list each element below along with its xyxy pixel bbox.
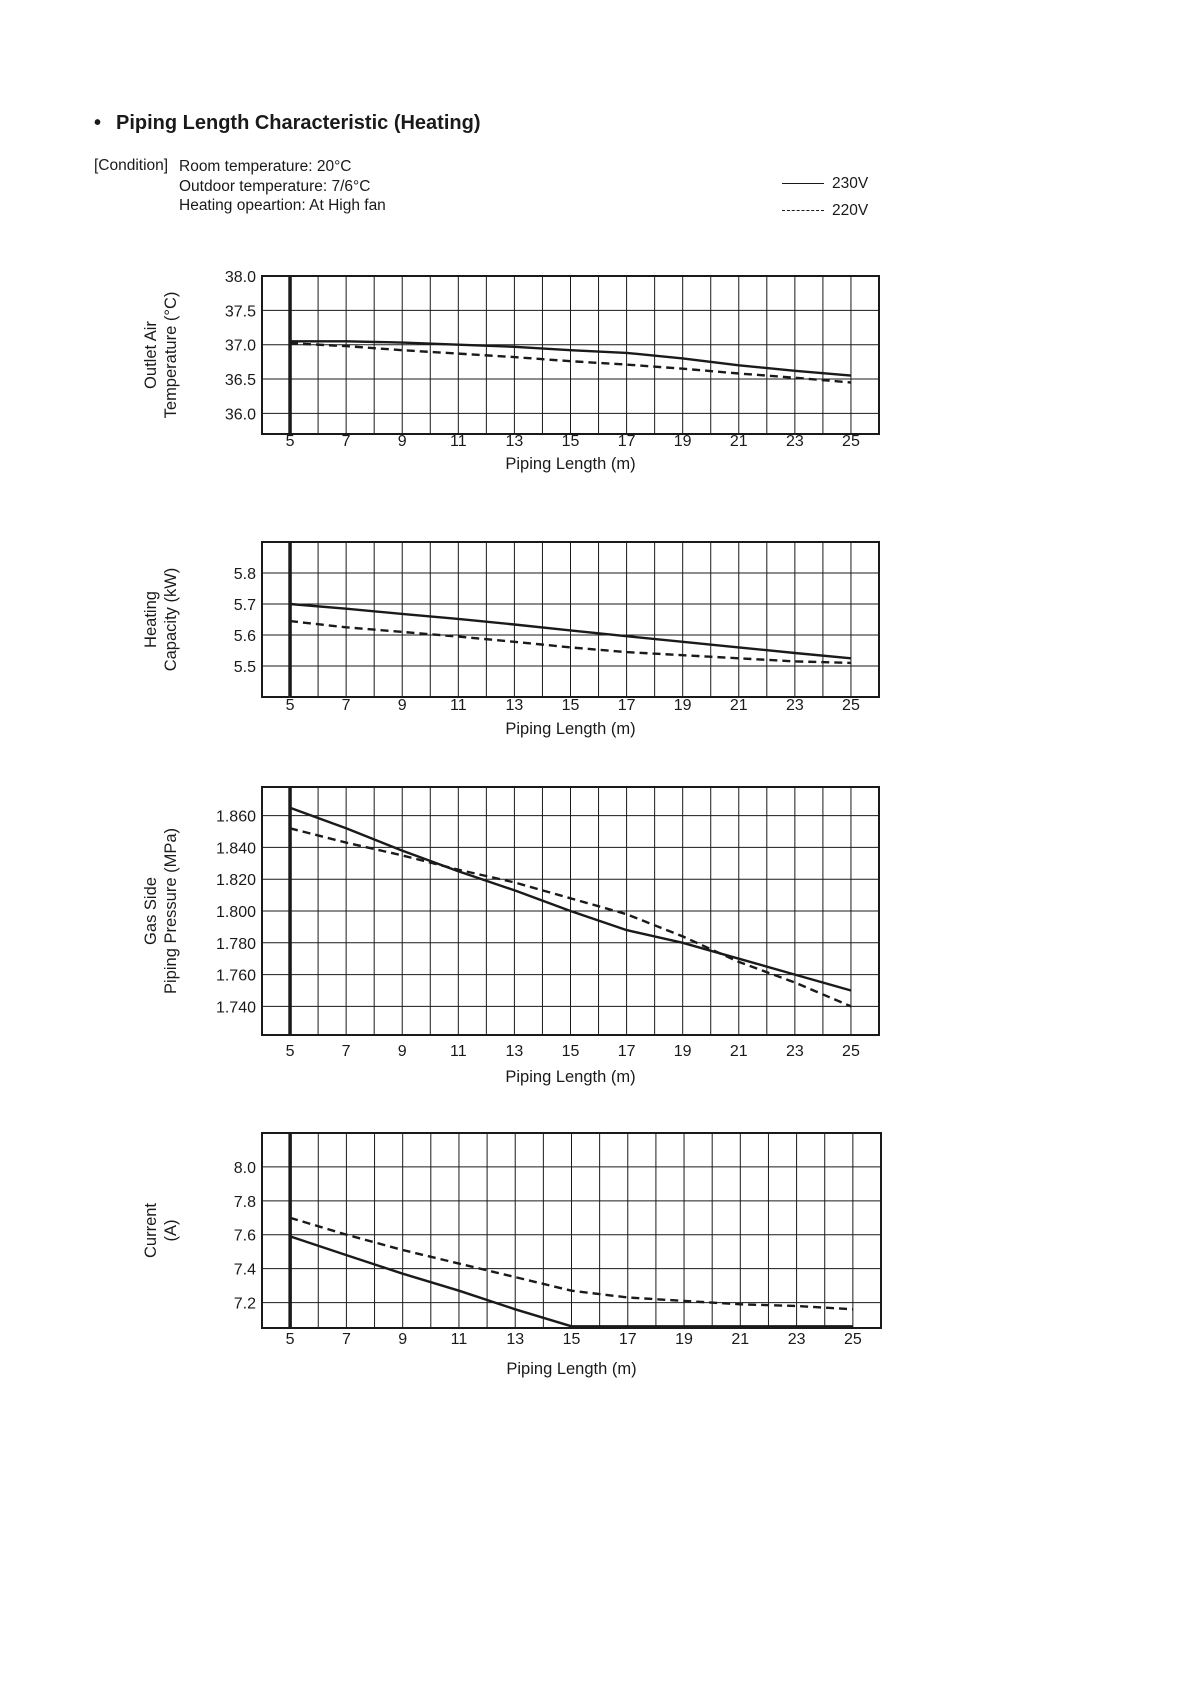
y-tick-label: 5.5 — [233, 659, 256, 676]
x-tick-label: 17 — [617, 1043, 636, 1060]
y-axis-label-line: Outlet Air — [142, 321, 160, 389]
x-tick-label: 7 — [341, 697, 351, 714]
y-tick-label: 1.800 — [215, 904, 256, 921]
x-tick-label: 13 — [505, 1043, 524, 1060]
x-tick-label: 19 — [675, 1331, 693, 1348]
y-tick-label: 1.840 — [215, 840, 256, 858]
x-tick-label: 21 — [729, 1043, 748, 1060]
y-axis-label-line: Capacity (kW) — [162, 567, 180, 672]
y-tick-label: 1.820 — [215, 872, 256, 890]
condition-label: [Condition] — [94, 157, 169, 174]
y-tick-label: 1.780 — [215, 935, 256, 953]
chart-4 — [142, 1133, 881, 1378]
y-axis-label — [142, 292, 180, 419]
chart-3 — [142, 787, 879, 1086]
y-tick-label: 36.5 — [224, 372, 256, 390]
x-tick-label: 23 — [785, 697, 804, 714]
condition-heating-operation: Heating opeartion: At High fan — [179, 197, 386, 214]
y-axis-label — [142, 828, 180, 994]
x-axis-label: Piping Length (m) — [505, 1068, 636, 1086]
x-tick-label: 5 — [285, 1043, 295, 1060]
y-tick-label: 1.740 — [215, 999, 256, 1017]
x-tick-label: 5 — [285, 1331, 295, 1348]
y-tick-label: 7.4 — [233, 1261, 256, 1279]
x-tick-label: 25 — [842, 433, 860, 450]
bullet-glyph: • — [94, 112, 102, 134]
y-axis-label-line: Current — [142, 1202, 160, 1259]
section-title: Piping Length Characteristic (Heating) — [116, 112, 481, 134]
x-tick-label: 25 — [842, 697, 860, 714]
x-tick-label: 21 — [729, 697, 748, 714]
x-axis-label: Piping Length (m) — [505, 455, 636, 473]
x-axis-label: Piping Length (m) — [505, 720, 636, 738]
x-tick-label: 17 — [618, 1331, 637, 1348]
x-tick-label: 19 — [673, 697, 692, 714]
legend-label: 220V — [832, 201, 869, 219]
x-tick-label: 13 — [505, 433, 524, 450]
y-tick-label: 7.8 — [233, 1193, 256, 1211]
x-tick-label: 15 — [561, 433, 580, 450]
x-tick-label: 13 — [506, 1331, 525, 1348]
x-tick-label: 7 — [341, 1331, 351, 1348]
x-tick-label: 9 — [397, 1043, 407, 1060]
y-tick-label: 5.8 — [233, 566, 256, 583]
x-tick-label: 15 — [562, 1331, 581, 1348]
x-tick-label: 5 — [285, 433, 295, 450]
x-tick-label: 17 — [617, 697, 636, 714]
x-tick-label: 7 — [341, 433, 351, 450]
chart-1 — [142, 269, 879, 473]
y-axis-label — [142, 1203, 180, 1258]
y-axis-label-line: Gas Side — [142, 877, 160, 945]
x-tick-label: 7 — [341, 1043, 351, 1060]
x-tick-label: 23 — [785, 433, 804, 450]
y-tick-label: 7.2 — [233, 1295, 256, 1313]
x-axis-label: Piping Length (m) — [506, 1360, 637, 1378]
x-tick-label: 21 — [731, 1331, 750, 1348]
y-tick-label: 7.6 — [233, 1227, 256, 1245]
x-tick-label: 9 — [397, 433, 407, 450]
y-axis-label-line: (A) — [162, 1219, 180, 1242]
x-tick-label: 23 — [785, 1043, 804, 1060]
y-axis-label-line: Heating — [142, 591, 160, 648]
y-tick-label: 37.0 — [224, 337, 256, 355]
x-tick-label: 21 — [729, 433, 748, 450]
x-tick-label: 13 — [505, 697, 524, 714]
x-tick-label: 15 — [561, 697, 580, 714]
condition-room-temperature: Room temperature: 20°C — [179, 158, 352, 175]
x-tick-label: 19 — [673, 1043, 692, 1060]
y-axis-label-line: Temperature (°C) — [162, 291, 180, 419]
y-tick-label: 1.760 — [215, 967, 256, 985]
x-tick-label: 11 — [450, 433, 467, 450]
x-tick-label: 25 — [843, 1331, 862, 1348]
y-tick-label: 1.860 — [215, 808, 256, 826]
y-axis-label-line: Piping Pressure (MPa) — [162, 828, 180, 994]
x-tick-label: 11 — [450, 1043, 467, 1060]
y-tick-label: 37.5 — [224, 303, 256, 321]
chart-2 — [142, 542, 879, 738]
x-tick-label: 11 — [450, 1331, 468, 1348]
y-axis-label — [142, 568, 180, 672]
x-tick-label: 15 — [561, 1043, 580, 1060]
x-tick-label: 9 — [398, 1331, 408, 1348]
x-tick-label: 9 — [397, 697, 407, 714]
y-tick-label: 5.7 — [233, 597, 256, 614]
x-tick-label: 19 — [673, 433, 692, 450]
x-tick-label: 25 — [842, 1043, 860, 1060]
y-tick-label: 5.6 — [233, 628, 256, 645]
y-tick-label: 38.0 — [224, 269, 256, 286]
y-tick-label: 8.0 — [233, 1159, 256, 1177]
x-tick-label: 5 — [285, 697, 295, 714]
condition-outdoor-temperature: Outdoor temperature: 7/6°C — [179, 177, 371, 195]
legend-label: 230V — [832, 174, 869, 192]
y-tick-label: 36.0 — [224, 406, 256, 424]
x-tick-label: 11 — [450, 697, 467, 714]
x-tick-label: 17 — [617, 433, 636, 450]
x-tick-label: 23 — [787, 1331, 806, 1348]
